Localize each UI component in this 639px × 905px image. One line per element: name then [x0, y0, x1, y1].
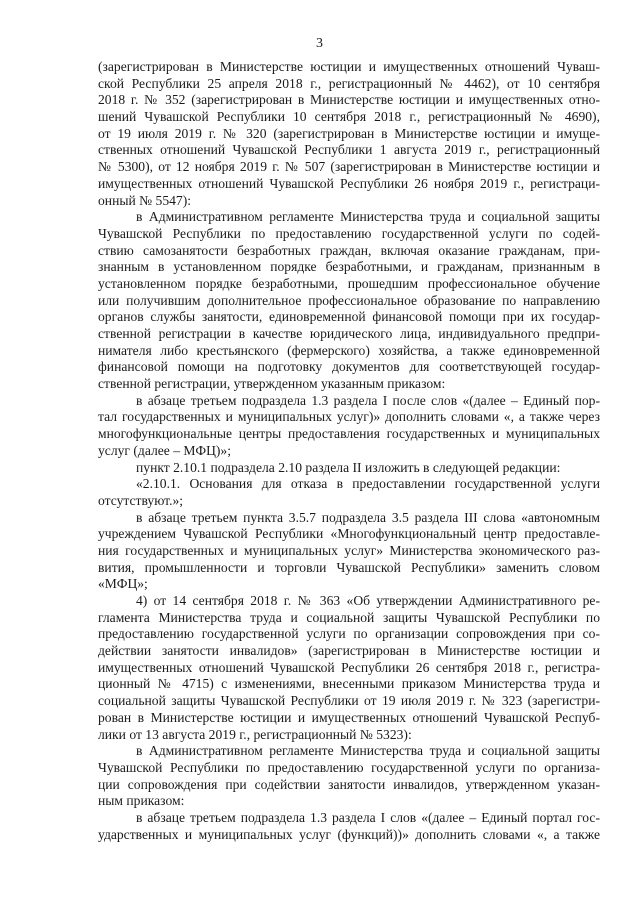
page-number: 3: [316, 36, 323, 51]
text-line: ской Республики 25 апреля 2018 г., регистрационный № 4462), от 10 сентября: [98, 75, 600, 91]
text-line: ственной регистрации, утвержденном указанным приказом:: [98, 376, 446, 392]
text-line: рован в Министерстве юстиции и имущественных отношений Чувашской Респуб-: [98, 709, 600, 725]
text-line: ционный № 4715) с изменениями, внесенными приказом Министерства труда и: [98, 676, 600, 692]
text-line: ным приказом:: [98, 793, 185, 809]
text-line: установленном порядке безработными, прошедшим профессиональное обучение: [98, 275, 600, 291]
text-line: услуг (далее – МФЦ)»;: [98, 442, 231, 458]
text-line: в абзаце третьем подраздела 1.3 раздела I слов «(далее – Единый портал гос-: [136, 809, 600, 825]
text-line: (зарегистрирован в Министерстве юстиции и имущественных отношений Чуваш-: [98, 59, 600, 74]
text-line: пункт 2.10.1 подраздела 2.10 раздела II изложить в следующей редакции:: [136, 459, 561, 475]
text-line: нимателя либо крестьянского (фермерского) хозяйства, а также единовременной: [98, 342, 600, 358]
text-line: 2018 г. № 352 (зарегистрирован в Министерстве юстиции и имущественных отно-: [98, 92, 600, 108]
text-line: тал государственных и муниципальных услуг)» дополнить словами «, а также через: [98, 409, 600, 425]
text-line: № 5300), от 12 ноября 2019 г. № 507 (зарегистрирован в Министерстве юстиции и: [98, 159, 600, 175]
text-line: шений Чувашской Республики 10 сентября 2018 г., регистрационный № 4690),: [98, 109, 600, 125]
text-line: имущественных отношений Чувашской Республики 26 ноября 2019 г., регистраци-: [98, 175, 600, 191]
text-line: в абзаце третьем пункта 3.5.7 подраздела 3.5 раздела III слова «автономным: [136, 509, 600, 525]
text-line: вития, промышленности и торговли Чувашской Республики» заменить словом: [98, 559, 600, 575]
text-line: многофункциональные центры предоставления государственных и муниципальных: [98, 426, 600, 442]
text-line: ственных отношений Чувашской Республики 1 августа 2019 г., регистрационный: [98, 142, 600, 158]
text-line: знанным в установленном порядке безработными, и гражданам, признанным в: [98, 259, 600, 275]
text-line: ударственных и муниципальных услуг (функций))» дополнить словами «, а также: [98, 826, 600, 842]
text-line: предоставлению государственной услуги по организации сопровождения при со-: [98, 626, 600, 642]
text-line: «МФЦ»;: [98, 576, 148, 592]
text-line: органов службы занятости, единовременной финансовой помощи при их государ-: [98, 309, 600, 325]
text-line: в Административном регламенте Министерства труда и социальной защиты: [136, 743, 600, 759]
text-line: ции сопровождения при содействии занятости инвалидов, утвержденном указан-: [98, 776, 600, 792]
document-body: [98, 59, 600, 843]
text-line: действии занятости инвалидов» (зарегистрирован в Министерстве юстиции и: [98, 643, 600, 659]
text-line: учреждением Чувашской Республики «Многофункциональный центр предоставле-: [98, 526, 600, 542]
text-line: или получившим дополнительное профессиональное образование по направлению: [98, 292, 600, 308]
text-line: Чувашской Республики по предоставлению государственной услуги по организа-: [98, 759, 600, 775]
text-line: онный № 5547):: [98, 192, 192, 208]
text-line: лики от 13 августа 2019 г., регистрационный № 5323):: [98, 726, 412, 742]
text-line: ствию самозанятости безработных граждан, включая оказание гражданам, при-: [98, 242, 600, 258]
text-line: от 19 июля 2019 г. № 320 (зарегистрирован в Министерстве юстиции и имуще-: [98, 125, 600, 141]
text-line: в Административном регламенте Министерства труда и социальной защиты: [136, 209, 600, 225]
text-line: социальной защиты Чувашской Республики от 19 июля 2019 г. № 323 (зарегистри-: [98, 693, 600, 709]
text-line: Чувашской Республики по предоставлению государственной услуги по содей-: [98, 225, 600, 241]
text-line: гламента Министерства труда и социальной защиты Чувашской Республики по: [98, 609, 600, 625]
text-line: в абзаце третьем подраздела 1.3 раздела I после слов «(далее – Единый пор-: [136, 392, 600, 408]
text-line: отсутствуют.»;: [98, 492, 184, 508]
text-line: «2.10.1. Основания для отказа в предоставлении государственной услуги: [136, 476, 600, 492]
text-line: 4) от 14 сентября 2018 г. № 363 «Об утверждении Административного ре-: [136, 593, 600, 608]
text-line: имущественных отношений Чувашской Республики 26 сентября 2018 г., регистра-: [98, 659, 600, 675]
text-line: ния государственных и муниципальных услуг» Министерства экономического раз-: [98, 542, 600, 558]
text-line: финансовой помощи на подготовку документов для соответствующей государ-: [98, 359, 600, 375]
text-line: ственной регистрации в качестве юридического лица, индивидуального предпри-: [98, 326, 600, 341]
